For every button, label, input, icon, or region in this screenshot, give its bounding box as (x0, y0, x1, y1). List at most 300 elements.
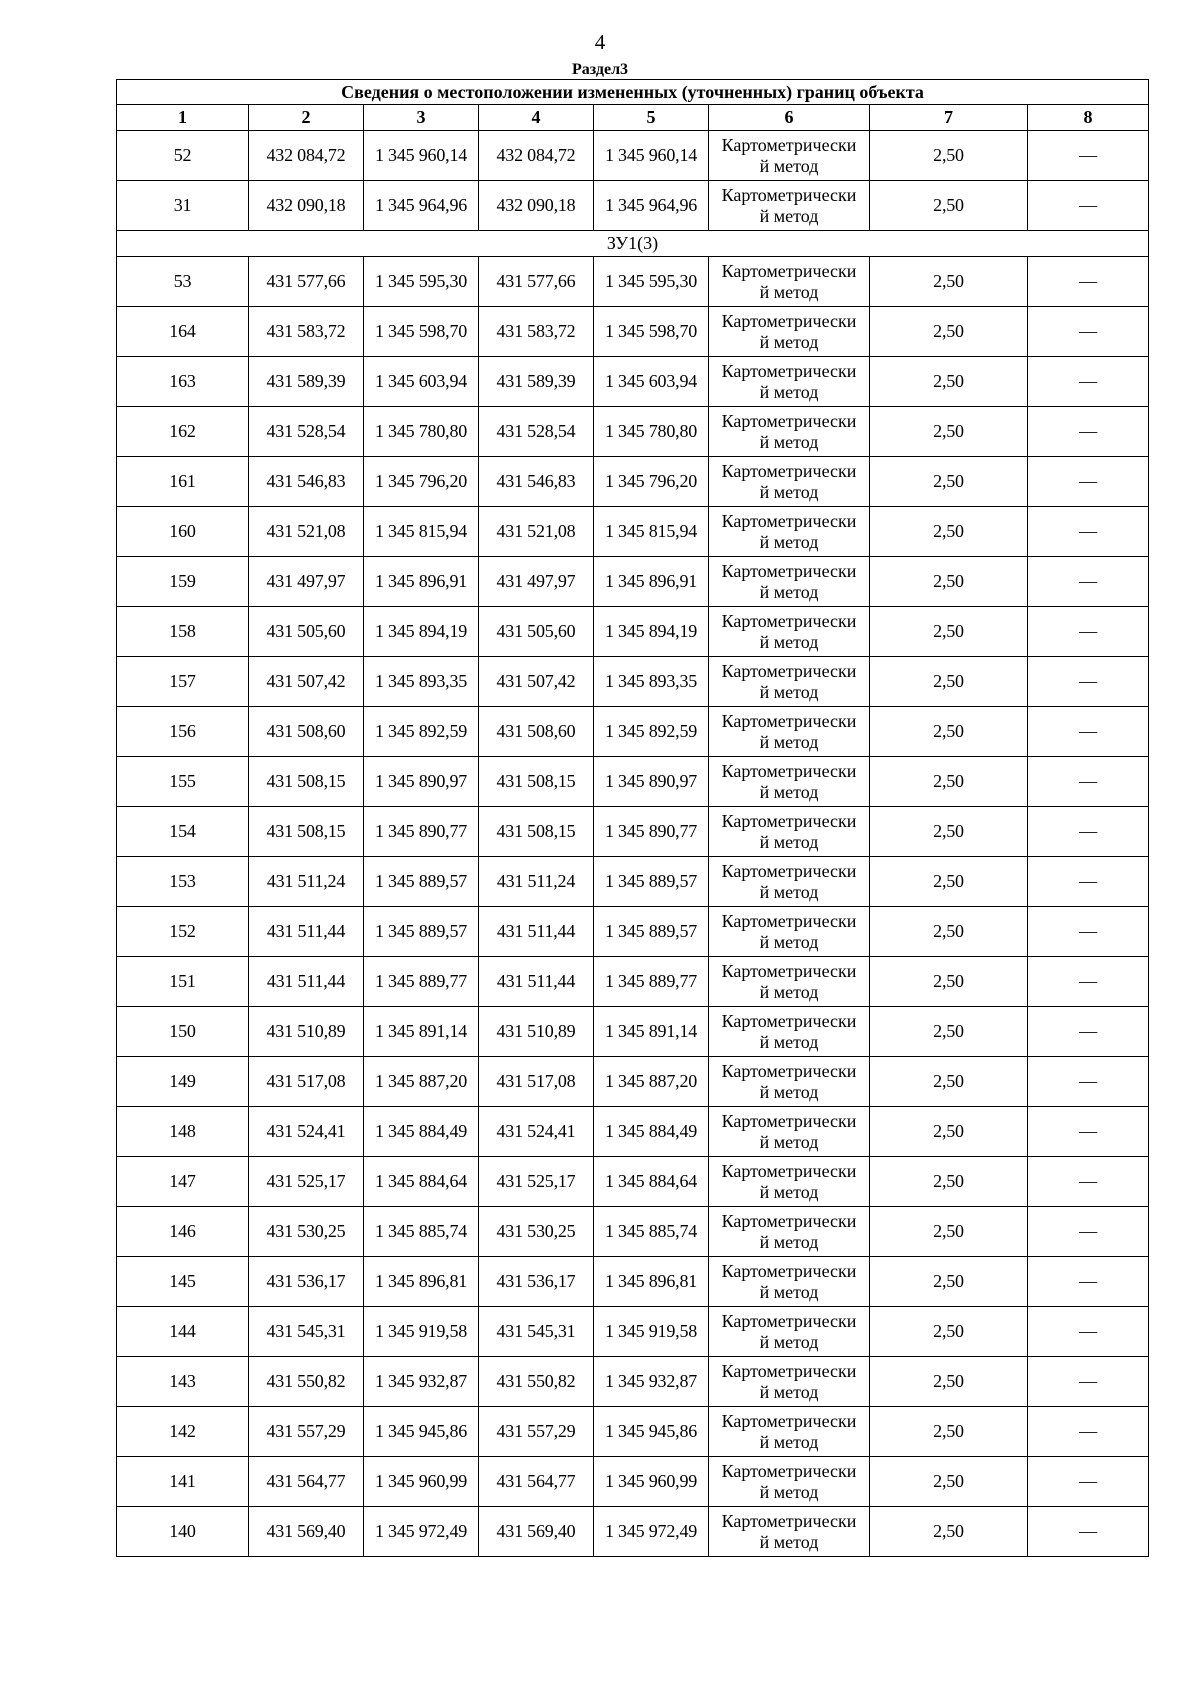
description-cell: — (1028, 1107, 1149, 1157)
accuracy-cell: 2,50 (870, 1307, 1028, 1357)
coordinate-y-cell: 1 345 892,59 (364, 707, 479, 757)
coordinate-y-cell: 1 345 815,94 (594, 507, 709, 557)
method-line-1: Картометрически (721, 610, 857, 631)
description-cell: — (1028, 657, 1149, 707)
coordinate-y-cell: 1 345 964,96 (364, 181, 479, 231)
coordinate-y-cell: 1 345 890,97 (364, 757, 479, 807)
description-cell: — (1028, 907, 1149, 957)
method-line-1: Картометрически (721, 310, 857, 331)
method-line-2: й метод (759, 1131, 819, 1152)
method-line-1: Картометрически (721, 410, 857, 431)
method-line-1: Картометрически (721, 1060, 857, 1081)
point-number-cell: 143 (117, 1357, 249, 1407)
coordinate-x-cell: 431 569,40 (479, 1507, 594, 1557)
table-row (117, 1257, 1149, 1307)
table-row (117, 1357, 1149, 1407)
coordinate-y-cell: 1 345 896,81 (594, 1257, 709, 1307)
method-cell (709, 1307, 870, 1357)
method-cell (709, 131, 870, 181)
coordinate-x-cell: 431 546,83 (479, 457, 594, 507)
table-row (117, 607, 1149, 657)
coordinate-y-cell: 1 345 884,64 (364, 1157, 479, 1207)
coordinate-y-cell: 1 345 892,59 (594, 707, 709, 757)
column-header-6: 6 (709, 105, 870, 131)
coordinate-y-cell: 1 345 972,49 (364, 1507, 479, 1557)
coordinate-y-cell: 1 345 960,14 (594, 131, 709, 181)
description-cell: — (1028, 1407, 1149, 1457)
method-line-2: й метод (759, 531, 819, 552)
coordinate-x-cell: 431 508,15 (479, 807, 594, 857)
accuracy-cell: 2,50 (870, 1407, 1028, 1457)
method-cell (709, 907, 870, 957)
coordinate-x-cell: 431 528,54 (479, 407, 594, 457)
column-header-8: 8 (1028, 105, 1149, 131)
table-row (117, 1507, 1149, 1557)
coordinate-x-cell: 431 524,41 (479, 1107, 594, 1157)
method-cell (709, 307, 870, 357)
point-number-cell: 163 (117, 357, 249, 407)
method-line-2: й метод (759, 1181, 819, 1202)
method-line-1: Картометрически (721, 710, 857, 731)
accuracy-cell: 2,50 (870, 1157, 1028, 1207)
coordinate-x-cell: 431 569,40 (249, 1507, 364, 1557)
method-cell (709, 1407, 870, 1457)
table-row (117, 1057, 1149, 1107)
coordinate-x-cell: 432 090,18 (479, 181, 594, 231)
coordinate-y-cell: 1 345 889,57 (594, 857, 709, 907)
table-caption-row (117, 80, 1149, 105)
accuracy-cell: 2,50 (870, 1507, 1028, 1557)
coordinate-x-cell: 431 510,89 (249, 1007, 364, 1057)
coordinate-x-cell: 431 589,39 (249, 357, 364, 407)
accuracy-cell: 2,50 (870, 457, 1028, 507)
method-line-1: Картометрически (721, 510, 857, 531)
coordinate-y-cell: 1 345 891,14 (594, 1007, 709, 1057)
coordinate-y-cell: 1 345 960,99 (364, 1457, 479, 1507)
method-line-2: й метод (759, 931, 819, 952)
accuracy-cell: 2,50 (870, 657, 1028, 707)
section-title: Раздел3 (571, 61, 629, 78)
coordinate-y-cell: 1 345 889,57 (594, 907, 709, 957)
method-line-2: й метод (759, 881, 819, 902)
point-number-cell: 154 (117, 807, 249, 857)
point-number-cell: 155 (117, 757, 249, 807)
coordinate-y-cell: 1 345 960,99 (594, 1457, 709, 1507)
method-cell (709, 657, 870, 707)
accuracy-cell: 2,50 (870, 307, 1028, 357)
point-number-cell: 31 (117, 181, 249, 231)
coordinate-y-cell: 1 345 919,58 (364, 1307, 479, 1357)
accuracy-cell: 2,50 (870, 907, 1028, 957)
table-row (117, 507, 1149, 557)
coordinate-y-cell: 1 345 889,77 (364, 957, 479, 1007)
point-number-cell: 158 (117, 607, 249, 657)
accuracy-cell: 2,50 (870, 1257, 1028, 1307)
method-cell (709, 557, 870, 607)
group-row (117, 231, 1149, 257)
table-row (117, 707, 1149, 757)
method-line-2: й метод (759, 1381, 819, 1402)
description-cell: — (1028, 1207, 1149, 1257)
accuracy-cell: 2,50 (870, 257, 1028, 307)
method-line-1: Картометрически (721, 560, 857, 581)
description-cell: — (1028, 807, 1149, 857)
method-cell (709, 1107, 870, 1157)
description-cell: — (1028, 757, 1149, 807)
point-number-cell: 153 (117, 857, 249, 907)
method-line-2: й метод (759, 581, 819, 602)
point-number-cell: 148 (117, 1107, 249, 1157)
description-cell: — (1028, 1357, 1149, 1407)
coordinate-y-cell: 1 345 890,97 (594, 757, 709, 807)
accuracy-cell: 2,50 (870, 1007, 1028, 1057)
method-line-2: й метод (759, 1081, 819, 1102)
method-line-1: Картометрически (721, 1360, 857, 1381)
table-row (117, 181, 1149, 231)
coordinate-y-cell: 1 345 889,57 (364, 857, 479, 907)
coordinate-y-cell: 1 345 598,70 (364, 307, 479, 357)
method-line-2: й метод (759, 1231, 819, 1252)
coordinate-y-cell: 1 345 932,87 (364, 1357, 479, 1407)
coordinate-x-cell: 432 084,72 (479, 131, 594, 181)
description-cell: — (1028, 357, 1149, 407)
accuracy-cell: 2,50 (870, 607, 1028, 657)
method-cell (709, 507, 870, 557)
table-row (117, 857, 1149, 907)
method-line-1: Картометрически (721, 1410, 857, 1431)
coordinate-x-cell: 431 550,82 (249, 1357, 364, 1407)
coordinate-y-cell: 1 345 780,80 (364, 407, 479, 457)
coordinate-y-cell: 1 345 972,49 (594, 1507, 709, 1557)
description-cell: — (1028, 957, 1149, 1007)
coordinate-y-cell: 1 345 919,58 (594, 1307, 709, 1357)
coordinate-y-cell: 1 345 598,70 (594, 307, 709, 357)
accuracy-cell: 2,50 (870, 1357, 1028, 1407)
point-number-cell: 162 (117, 407, 249, 457)
method-cell (709, 457, 870, 507)
method-cell (709, 1357, 870, 1407)
description-cell: — (1028, 507, 1149, 557)
description-cell: — (1028, 181, 1149, 231)
description-cell: — (1028, 457, 1149, 507)
coordinate-x-cell: 431 517,08 (479, 1057, 594, 1107)
coordinate-y-cell: 1 345 603,94 (364, 357, 479, 407)
coordinate-x-cell: 431 536,17 (249, 1257, 364, 1307)
coordinate-x-cell: 432 084,72 (249, 131, 364, 181)
method-line-2: й метод (759, 1031, 819, 1052)
coordinate-x-cell: 431 583,72 (479, 307, 594, 357)
method-line-1: Картометрически (721, 1110, 857, 1131)
coordinate-y-cell: 1 345 595,30 (364, 257, 479, 307)
coordinate-x-cell: 431 511,24 (249, 857, 364, 907)
coordinate-x-cell: 431 536,17 (479, 1257, 594, 1307)
table-row (117, 307, 1149, 357)
coordinate-y-cell: 1 345 885,74 (364, 1207, 479, 1257)
method-line-2: й метод (759, 831, 819, 852)
coordinate-y-cell: 1 345 885,74 (594, 1207, 709, 1257)
column-header-7: 7 (870, 105, 1028, 131)
point-number-cell: 157 (117, 657, 249, 707)
coordinate-x-cell: 431 508,15 (479, 757, 594, 807)
coordinate-y-cell: 1 345 894,19 (364, 607, 479, 657)
accuracy-cell: 2,50 (870, 1457, 1028, 1507)
method-line-1: Картометрически (721, 760, 857, 781)
coordinate-x-cell: 431 557,29 (479, 1407, 594, 1457)
table-row (117, 407, 1149, 457)
coordinate-y-cell: 1 345 890,77 (364, 807, 479, 857)
coordinate-y-cell: 1 345 945,86 (594, 1407, 709, 1457)
coordinate-y-cell: 1 345 887,20 (364, 1057, 479, 1107)
coordinate-x-cell: 431 517,08 (249, 1057, 364, 1107)
coordinate-y-cell: 1 345 960,14 (364, 131, 479, 181)
table-row (117, 1207, 1149, 1257)
coordinate-y-cell: 1 345 595,30 (594, 257, 709, 307)
method-cell (709, 181, 870, 231)
point-number-cell: 140 (117, 1507, 249, 1557)
method-line-1: Картометрически (721, 1010, 857, 1031)
coordinate-x-cell: 431 583,72 (249, 307, 364, 357)
description-cell: — (1028, 607, 1149, 657)
accuracy-cell: 2,50 (870, 757, 1028, 807)
table-row (117, 1457, 1149, 1507)
table-row (117, 1007, 1149, 1057)
coordinate-x-cell: 431 511,44 (249, 907, 364, 957)
table-row (117, 557, 1149, 607)
coordinate-x-cell: 431 557,29 (249, 1407, 364, 1457)
description-cell: — (1028, 1507, 1149, 1557)
accuracy-cell: 2,50 (870, 857, 1028, 907)
point-number-cell: 53 (117, 257, 249, 307)
method-line-2: й метод (759, 431, 819, 452)
method-line-2: й метод (759, 781, 819, 802)
coordinate-y-cell: 1 345 896,81 (364, 1257, 479, 1307)
method-line-1: Картометрически (721, 1310, 857, 1331)
method-line-1: Картометрически (721, 1260, 857, 1281)
point-number-cell: 141 (117, 1457, 249, 1507)
accuracy-cell: 2,50 (870, 131, 1028, 181)
method-line-2: й метод (759, 1531, 819, 1552)
method-cell (709, 1157, 870, 1207)
coordinate-y-cell: 1 345 890,77 (594, 807, 709, 857)
coordinate-x-cell: 431 530,25 (479, 1207, 594, 1257)
table-row (117, 457, 1149, 507)
coordinate-x-cell: 431 508,15 (249, 757, 364, 807)
method-line-2: й метод (759, 481, 819, 502)
coordinate-x-cell: 431 577,66 (249, 257, 364, 307)
description-cell: — (1028, 707, 1149, 757)
group-label: ЗУ1(3) (117, 231, 1149, 257)
point-number-cell: 149 (117, 1057, 249, 1107)
method-line-1: Картометрически (721, 910, 857, 931)
method-cell (709, 957, 870, 1007)
method-cell (709, 707, 870, 757)
coordinate-x-cell: 431 505,60 (249, 607, 364, 657)
method-cell (709, 357, 870, 407)
method-cell (709, 607, 870, 657)
table-row (117, 257, 1149, 307)
method-line-2: й метод (759, 155, 819, 176)
coordinate-y-cell: 1 345 815,94 (364, 507, 479, 557)
coordinate-x-cell: 431 589,39 (479, 357, 594, 407)
description-cell: — (1028, 407, 1149, 457)
boundary-coordinates-table (116, 79, 1149, 1557)
coordinate-y-cell: 1 345 889,57 (364, 907, 479, 957)
coordinate-x-cell: 431 505,60 (479, 607, 594, 657)
coordinate-x-cell: 431 530,25 (249, 1207, 364, 1257)
point-number-cell: 156 (117, 707, 249, 757)
method-cell (709, 1007, 870, 1057)
coordinate-x-cell: 432 090,18 (249, 181, 364, 231)
coordinate-x-cell: 431 521,08 (479, 507, 594, 557)
point-number-cell: 146 (117, 1207, 249, 1257)
method-line-1: Картометрически (721, 184, 857, 205)
method-cell (709, 1057, 870, 1107)
method-line-1: Картометрически (721, 1210, 857, 1231)
method-line-2: й метод (759, 1281, 819, 1302)
method-line-2: й метод (759, 1481, 819, 1502)
accuracy-cell: 2,50 (870, 707, 1028, 757)
method-line-2: й метод (759, 681, 819, 702)
accuracy-cell: 2,50 (870, 1107, 1028, 1157)
coordinate-x-cell: 431 546,83 (249, 457, 364, 507)
coordinate-y-cell: 1 345 884,49 (594, 1107, 709, 1157)
method-cell (709, 257, 870, 307)
column-header-2: 2 (249, 105, 364, 131)
coordinate-y-cell: 1 345 932,87 (594, 1357, 709, 1407)
table-caption: Сведения о местоположении измененных (уточненных) границ объекта (117, 80, 1149, 105)
point-number-cell: 142 (117, 1407, 249, 1457)
coordinate-x-cell: 431 511,44 (249, 957, 364, 1007)
description-cell: — (1028, 1257, 1149, 1307)
coordinate-x-cell: 431 507,42 (479, 657, 594, 707)
accuracy-cell: 2,50 (870, 1207, 1028, 1257)
table-row (117, 957, 1149, 1007)
coordinate-y-cell: 1 345 887,20 (594, 1057, 709, 1107)
table-row (117, 1307, 1149, 1357)
method-line-1: Картометрически (721, 134, 857, 155)
accuracy-cell: 2,50 (870, 507, 1028, 557)
table-row (117, 1107, 1149, 1157)
point-number-cell: 160 (117, 507, 249, 557)
coordinate-y-cell: 1 345 896,91 (594, 557, 709, 607)
coordinate-x-cell: 431 525,17 (249, 1157, 364, 1207)
coordinate-y-cell: 1 345 896,91 (364, 557, 479, 607)
table-row (117, 1407, 1149, 1457)
method-line-2: й метод (759, 1431, 819, 1452)
coordinate-x-cell: 431 525,17 (479, 1157, 594, 1207)
coordinate-y-cell: 1 345 891,14 (364, 1007, 479, 1057)
accuracy-cell: 2,50 (870, 807, 1028, 857)
coordinate-x-cell: 431 510,89 (479, 1007, 594, 1057)
method-line-1: Картометрически (721, 810, 857, 831)
coordinate-y-cell: 1 345 889,77 (594, 957, 709, 1007)
method-line-1: Картометрически (721, 260, 857, 281)
method-line-2: й метод (759, 631, 819, 652)
method-line-1: Картометрически (721, 660, 857, 681)
coordinate-y-cell: 1 345 964,96 (594, 181, 709, 231)
coordinate-y-cell: 1 345 780,80 (594, 407, 709, 457)
point-number-cell: 152 (117, 907, 249, 957)
method-cell (709, 1257, 870, 1307)
table-body (117, 131, 1149, 1557)
column-header-4: 4 (479, 105, 594, 131)
point-number-cell: 145 (117, 1257, 249, 1307)
method-line-1: Картометрически (721, 360, 857, 381)
method-line-2: й метод (759, 205, 819, 226)
coordinate-x-cell: 431 577,66 (479, 257, 594, 307)
coordinate-x-cell: 431 511,44 (479, 957, 594, 1007)
table-row (117, 657, 1149, 707)
column-header-5: 5 (594, 105, 709, 131)
point-number-cell: 52 (117, 131, 249, 181)
coordinate-x-cell: 431 511,44 (479, 907, 594, 957)
coordinate-x-cell: 431 564,77 (249, 1457, 364, 1507)
accuracy-cell: 2,50 (870, 1057, 1028, 1107)
column-header-3: 3 (364, 105, 479, 131)
accuracy-cell: 2,50 (870, 407, 1028, 457)
method-line-1: Картометрически (721, 1460, 857, 1481)
coordinate-y-cell: 1 345 603,94 (594, 357, 709, 407)
description-cell: — (1028, 1057, 1149, 1107)
description-cell: — (1028, 557, 1149, 607)
description-cell: — (1028, 257, 1149, 307)
method-cell (709, 857, 870, 907)
coordinate-x-cell: 431 564,77 (479, 1457, 594, 1507)
method-cell (709, 1507, 870, 1557)
method-line-2: й метод (759, 381, 819, 402)
coordinate-x-cell: 431 507,42 (249, 657, 364, 707)
coordinate-y-cell: 1 345 884,64 (594, 1157, 709, 1207)
description-cell: — (1028, 1157, 1149, 1207)
coordinate-y-cell: 1 345 796,20 (364, 457, 479, 507)
description-cell: — (1028, 1457, 1149, 1507)
method-cell (709, 407, 870, 457)
point-number-cell: 164 (117, 307, 249, 357)
coordinate-y-cell: 1 345 894,19 (594, 607, 709, 657)
coordinate-x-cell: 431 497,97 (479, 557, 594, 607)
column-header-1: 1 (117, 105, 249, 131)
method-line-2: й метод (759, 281, 819, 302)
page-number: 4 (594, 30, 606, 54)
method-cell (709, 1457, 870, 1507)
coordinate-x-cell: 431 508,60 (249, 707, 364, 757)
coordinate-y-cell: 1 345 796,20 (594, 457, 709, 507)
coordinate-x-cell: 431 550,82 (479, 1357, 594, 1407)
method-cell (709, 1207, 870, 1257)
accuracy-cell: 2,50 (870, 957, 1028, 1007)
accuracy-cell: 2,50 (870, 357, 1028, 407)
coordinate-x-cell: 431 528,54 (249, 407, 364, 457)
coordinate-x-cell: 431 497,97 (249, 557, 364, 607)
method-cell (709, 807, 870, 857)
coordinate-y-cell: 1 345 893,35 (594, 657, 709, 707)
table-row (117, 757, 1149, 807)
coordinate-x-cell: 431 545,31 (249, 1307, 364, 1357)
point-number-cell: 147 (117, 1157, 249, 1207)
method-line-2: й метод (759, 331, 819, 352)
description-cell: — (1028, 131, 1149, 181)
table-row (117, 357, 1149, 407)
coordinate-x-cell: 431 511,24 (479, 857, 594, 907)
description-cell: — (1028, 1307, 1149, 1357)
coordinate-x-cell: 431 524,41 (249, 1107, 364, 1157)
column-header-row (117, 105, 1149, 131)
coordinate-x-cell: 431 521,08 (249, 507, 364, 557)
accuracy-cell: 2,50 (870, 181, 1028, 231)
method-line-2: й метод (759, 731, 819, 752)
method-line-1: Картометрически (721, 460, 857, 481)
accuracy-cell: 2,50 (870, 557, 1028, 607)
